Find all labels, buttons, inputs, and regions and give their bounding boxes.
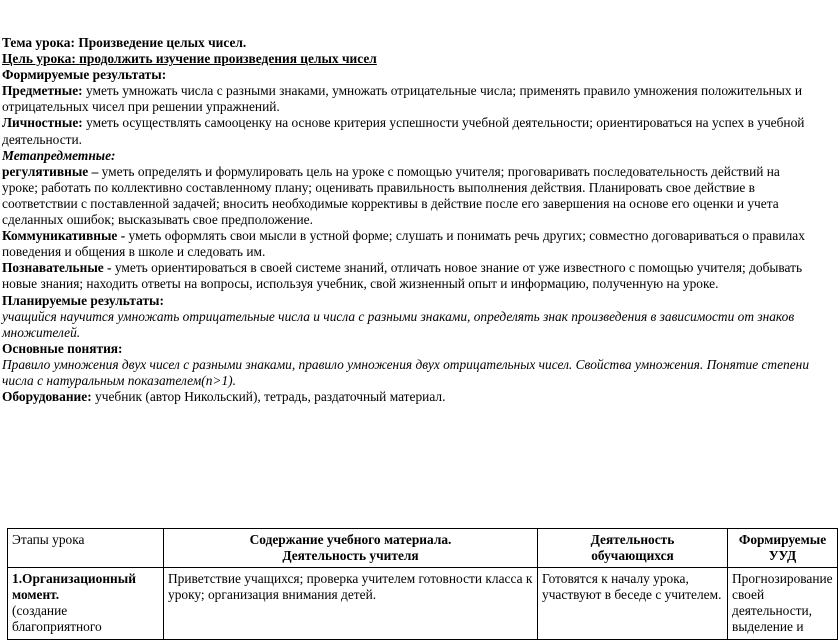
concepts-text: Правило умножения двух чисел с разными знаками, правило умножения двух отрицательных чисел. Свойства умножения. Понятие степени числа с натуральным показателем(n>1). bbox=[2, 356, 810, 388]
row1-uud: Прогнозирование своей деятельности, выделение и bbox=[728, 568, 838, 639]
topic-label: Тема урока: bbox=[2, 35, 75, 50]
communicative-text: уметь оформлять свои мысли в устной форме; слушать и понимать речь других; совместно договариваться о правилах поведения и общения в школе и следовать им. bbox=[2, 228, 805, 260]
personal-results bbox=[2, 115, 814, 147]
equipment-label: Оборудование: bbox=[2, 389, 92, 405]
header-stages: Этапы урока bbox=[8, 529, 164, 568]
subject-label: Предметные: bbox=[2, 83, 83, 99]
row1-stage bbox=[8, 568, 164, 639]
planned-text: учащийся научится умножать отрицательные числа и числа с разными знаками, определять знак произведения в зависимости от знаков множителей. bbox=[2, 308, 795, 340]
lesson-table bbox=[7, 528, 838, 640]
subject-results bbox=[2, 83, 814, 115]
goal-label: Цель урока: bbox=[2, 51, 76, 67]
personal-text: уметь осуществлять самооценку на основе критерия успешности учебной деятельности; ориентироваться на успех в учебной деятельности. bbox=[2, 115, 805, 147]
regulatory-label: регулятивные – bbox=[2, 163, 99, 179]
equipment-line bbox=[2, 389, 814, 405]
row1-stage-title: 1.Организационный момент. bbox=[12, 571, 136, 603]
communicative-label: Коммуникативные - bbox=[2, 228, 126, 244]
equipment-text: учебник (автор Никольский), тетрадь, раздаточный материал. bbox=[95, 389, 446, 405]
results-heading: Формируемые результаты: bbox=[2, 67, 167, 83]
cognitive-label: Познавательные - bbox=[2, 260, 112, 276]
goal-line bbox=[2, 51, 814, 67]
subject-text: уметь умножать числа с разными знаками, умножать отрицательные числа; применять правило умножения положительных и отрицательных чисел при решении упражнений. bbox=[2, 83, 803, 115]
row1-content: Приветствие учащихся; проверка учителем готовности класса к уроку; организация внимания детей. bbox=[164, 568, 538, 639]
meta-heading: Метапредметные: bbox=[2, 147, 116, 163]
planned-label: Планируемые результаты: bbox=[2, 292, 164, 308]
row1-stage-note: (создание благоприятного bbox=[12, 603, 102, 635]
personal-label: Личностные: bbox=[2, 115, 83, 131]
table-row bbox=[8, 568, 838, 639]
communicative-results bbox=[2, 228, 814, 260]
header-content: Содержание учебного материала. Деятельность учителя bbox=[164, 529, 538, 568]
topic-line bbox=[2, 35, 814, 51]
concepts-label: Основные понятия: bbox=[2, 340, 123, 356]
regulatory-text: уметь определять и формулировать цель на уроке с помощью учителя; проговаривать последовательность действий на уроке; работать по коллективно составленному плану; оценивать правильность выполнения действия. Планировать свое действие в соответствии с поставленной задачей; вносить необходимые коррективы в действие после его завершения на основе его оценки и учета сделанных ошибок; высказывать свое предположение. bbox=[2, 163, 780, 228]
regulatory-results bbox=[2, 164, 814, 228]
row1-students: Готовятся к началу урока, участвуют в беседе с учителем. bbox=[538, 568, 728, 639]
table-header-row bbox=[8, 529, 838, 568]
cognitive-text: уметь ориентироваться в своей системе знаний, отличать новое знание от уже известного с помощью учителя; добывать новые знания; находить ответы на вопросы, используя учебник, свой жизненный опыт и информацию, полученную на уроке. bbox=[2, 260, 803, 292]
header-students: Деятельность обучающихся bbox=[538, 529, 728, 568]
goal-value: продолжить изучение произведения целых чисел bbox=[79, 51, 377, 67]
lesson-plan-text bbox=[2, 35, 814, 405]
cognitive-results bbox=[2, 260, 814, 292]
header-uud: Формируемые УУД bbox=[728, 529, 838, 568]
topic-value: Произведение целых чисел. bbox=[78, 35, 247, 50]
